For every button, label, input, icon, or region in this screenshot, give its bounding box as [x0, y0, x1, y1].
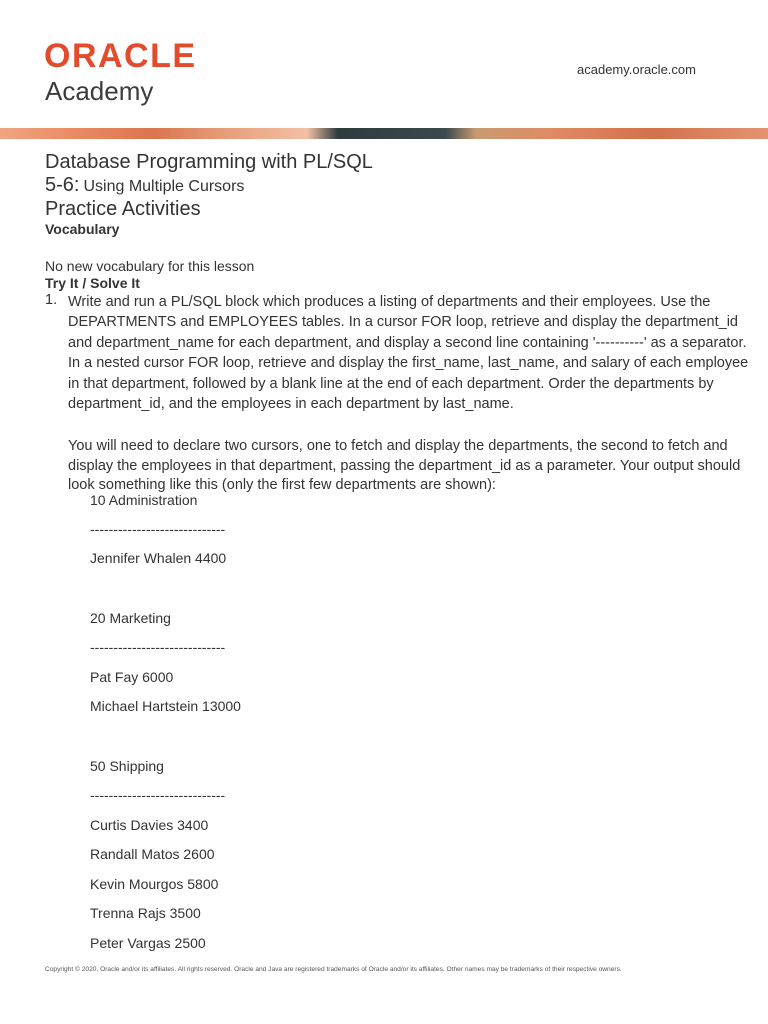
output-line: 20 Marketing [90, 610, 171, 626]
output-line: ----------------------------- [90, 521, 226, 537]
try-it-heading: Try It / Solve It [45, 275, 140, 291]
output-line: 50 Shipping [90, 758, 164, 774]
output-line: Pat Fay 6000 [90, 669, 174, 685]
output-line: Trenna Rajs 3500 [90, 905, 201, 921]
decorative-banner [0, 128, 768, 139]
output-line: ----------------------------- [90, 639, 226, 655]
vocabulary-text: No new vocabulary for this lesson [45, 258, 255, 274]
question-number: 1. [45, 292, 58, 308]
section-title: Practice Activities [45, 198, 201, 220]
question-paragraph-2: You will need to declare two cursors, one to fetch and display the departments, the second to fetch and display the employees in that department, passing the department_id as a parameter. Your output should look something like this (only the first few departments are shown): [68, 438, 741, 494]
output-line: Kevin Mourgos 5800 [90, 876, 219, 892]
output-line: Peter Vargas 2500 [90, 935, 206, 951]
output-line: 10 Administration [90, 492, 198, 508]
output-line: Jennifer Whalen 4400 [90, 550, 227, 566]
lesson-title: Using Multiple Cursors [83, 178, 245, 195]
site-url: academy.oracle.com [577, 62, 696, 77]
copyright-footer: Copyright © 2020, Oracle and/or its affiliates. All rights reserved. Oracle and Java are registered trademarks of Oracle and/or its affiliates. Other names may be trademarks of their respective owners. [45, 966, 622, 973]
question-paragraph-1: Write and run a PL/SQL block which produces a listing of departments and their employees. Use the DEPARTMENTS and EMPLOYEES tables. In a cursor FOR loop, retrieve and display the department_id and department_name for each department, and display a second line containing '----------' as a separator. In a nested cursor FOR loop, retrieve and display the first_name, last_name, and salary of each employee in that department, followed by a blank line at the end of each department. Order the departments by department_id, and the employees in each department by last_name. [68, 294, 749, 413]
logo-academy-text: Academy [45, 76, 154, 106]
vocabulary-heading: Vocabulary [45, 221, 120, 237]
output-line: Michael Hartstein 13000 [90, 698, 241, 714]
output-line: ----------------------------- [90, 787, 226, 803]
output-line: Randall Matos 2600 [90, 846, 215, 862]
output-line: Curtis Davies 3400 [90, 817, 209, 833]
course-title: Database Programming with PL/SQL [45, 151, 373, 173]
lesson-heading [45, 174, 244, 196]
lesson-number: 5-6: [45, 174, 80, 196]
logo-oracle-text: ORACLE [44, 37, 197, 75]
